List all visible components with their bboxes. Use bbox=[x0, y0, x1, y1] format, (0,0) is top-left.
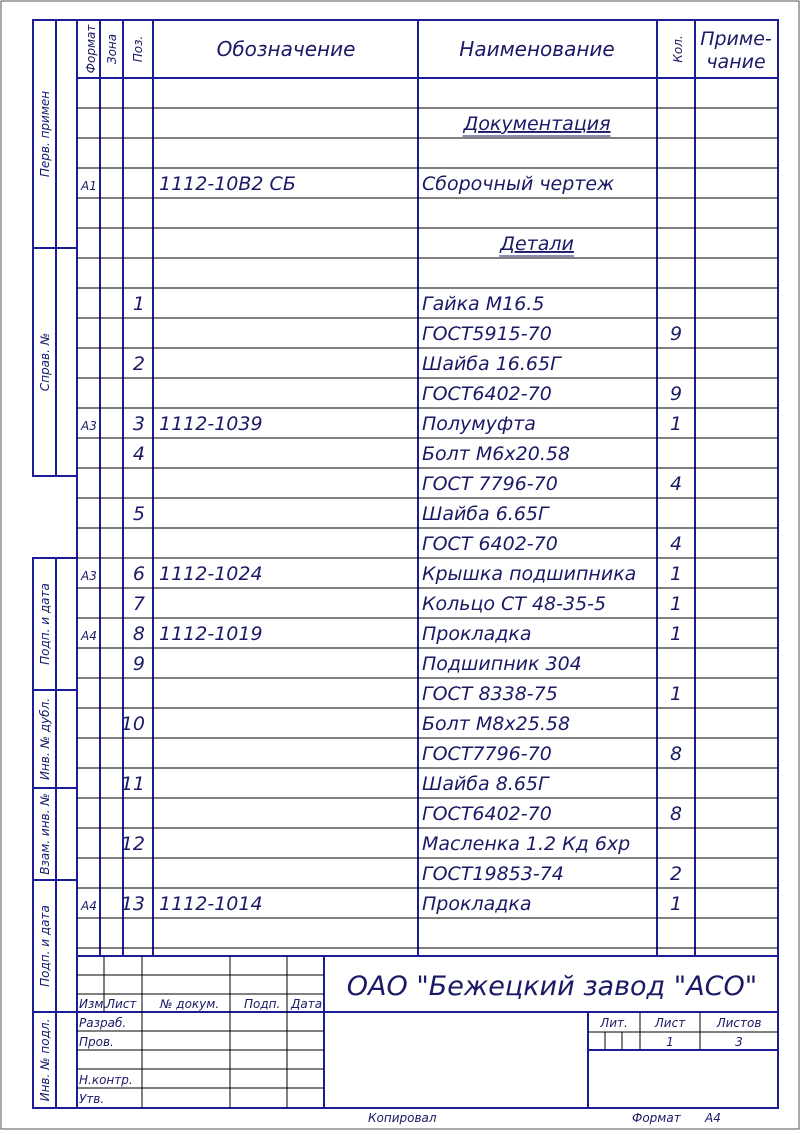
cell-quantity: 1 bbox=[669, 413, 683, 435]
cell-name: Болт М6х20.58 bbox=[422, 443, 571, 465]
side-label-podp-data-1: Подп. и дата bbox=[38, 583, 52, 665]
cell-quantity: 1 bbox=[669, 623, 683, 645]
cell-position: 8 bbox=[132, 623, 145, 645]
cell-name: ГОСТ 7796-70 bbox=[422, 473, 558, 495]
table-row bbox=[422, 743, 682, 765]
table-row bbox=[462, 113, 610, 135]
cell-name: Сборочный чертеж bbox=[422, 173, 615, 195]
cell-position: 6 bbox=[132, 563, 145, 585]
cell-format: А3 bbox=[81, 569, 97, 583]
cell-position: 7 bbox=[132, 593, 145, 615]
cell-name: Крышка подшипника bbox=[422, 563, 637, 585]
cell-position: 5 bbox=[132, 503, 145, 525]
cell-quantity: 1 bbox=[669, 683, 683, 705]
table-row bbox=[121, 713, 570, 735]
table-row bbox=[133, 353, 562, 375]
table-row bbox=[121, 773, 550, 795]
stamp-lit-label: Лит. bbox=[600, 1016, 628, 1030]
cell-name: Шайба 6.65Г bbox=[422, 503, 549, 525]
cell-position: 13 bbox=[120, 893, 145, 915]
cell-name: ГОСТ 8338-75 bbox=[422, 683, 558, 705]
cell-name: Гайка М16.5 bbox=[422, 293, 545, 315]
cell-format: А4 bbox=[81, 629, 97, 643]
cell-designation: 1112-1014 bbox=[159, 893, 263, 915]
cell-name: Полумуфта bbox=[422, 413, 536, 435]
table-row bbox=[133, 293, 545, 315]
cell-position: 11 bbox=[120, 773, 145, 795]
table-row bbox=[422, 473, 682, 495]
stamp-razrab: Разраб. bbox=[79, 1016, 127, 1030]
cell-name: Шайба 8.65Г bbox=[422, 773, 549, 795]
stamp-sheets-value: 3 bbox=[735, 1035, 743, 1049]
cell-name: ГОСТ5915-70 bbox=[422, 323, 552, 345]
table-rows bbox=[80, 113, 682, 915]
cell-name: ГОСТ6402-70 bbox=[422, 803, 552, 825]
side-label-inv-dubl: Инв. № дубл. bbox=[38, 697, 52, 781]
stamp-sheet-label: Лист bbox=[654, 1016, 686, 1030]
cell-designation: 1112-1019 bbox=[159, 623, 263, 645]
cell-position: 12 bbox=[120, 833, 145, 855]
table-row bbox=[422, 323, 682, 345]
header-format: Формат bbox=[84, 24, 98, 74]
cell-designation: 1112-1024 bbox=[159, 563, 263, 585]
table-row bbox=[133, 503, 550, 525]
cell-name: Шайба 16.65Г bbox=[422, 353, 561, 375]
stamp-dokum: № докум. bbox=[160, 997, 220, 1011]
stamp-sheet-value: 1 bbox=[666, 1035, 674, 1049]
table-row bbox=[422, 863, 682, 885]
cell-position: 10 bbox=[120, 713, 145, 735]
header-note-line1: Приме- bbox=[700, 28, 772, 50]
cell-name: ГОСТ 6402-70 bbox=[422, 533, 558, 555]
cell-format: А3 bbox=[81, 419, 97, 433]
side-label-inv-podl: Инв. № подл. bbox=[38, 1018, 52, 1102]
stamp-data: Дата bbox=[291, 997, 323, 1011]
cell-quantity: 2 bbox=[669, 863, 683, 885]
table-row bbox=[80, 623, 682, 645]
table-row bbox=[422, 683, 682, 705]
table-row bbox=[80, 893, 682, 915]
cell-position: 2 bbox=[132, 353, 145, 375]
header-designation: Обозначение bbox=[216, 37, 356, 61]
cell-designation: 1112-1039 bbox=[159, 413, 263, 435]
cell-position: 3 bbox=[132, 413, 145, 435]
table-row bbox=[422, 383, 682, 405]
stamp-utv: Утв. bbox=[79, 1092, 105, 1106]
cell-quantity: 8 bbox=[669, 803, 683, 825]
table-row bbox=[133, 653, 582, 675]
side-label-vzam-inv: Взам. инв. № bbox=[38, 793, 52, 875]
section-heading: Документация bbox=[463, 113, 611, 135]
stamp-prov: Пров. bbox=[79, 1035, 114, 1049]
organization-title: ОАО "Бежецкий завод "АСО" bbox=[346, 971, 758, 1002]
cell-quantity: 1 bbox=[669, 893, 683, 915]
cell-quantity: 4 bbox=[669, 533, 683, 555]
side-label-perv-primen: Перв. примен bbox=[38, 90, 52, 178]
cell-quantity: 4 bbox=[669, 473, 683, 495]
stamp-nkontr: Н.контр. bbox=[79, 1073, 133, 1087]
cell-quantity: 9 bbox=[669, 323, 683, 345]
header-qty: Кол. bbox=[671, 35, 685, 63]
cell-position: 9 bbox=[132, 653, 145, 675]
cell-format: А4 bbox=[81, 899, 97, 913]
cell-name: Подшипник 304 bbox=[422, 653, 582, 675]
footer-copied: Копировал bbox=[368, 1111, 437, 1125]
cell-quantity: 9 bbox=[669, 383, 683, 405]
footer-format-value: А4 bbox=[705, 1111, 721, 1125]
cell-name: Прокладка bbox=[422, 893, 532, 915]
header-zone: Зона bbox=[105, 33, 119, 65]
section-heading: Детали bbox=[500, 233, 574, 255]
stamp-list: Лист bbox=[106, 997, 137, 1011]
title-block-text bbox=[79, 971, 761, 1106]
table-header bbox=[77, 24, 778, 78]
table-row bbox=[133, 443, 570, 465]
cell-name: Кольцо СТ 48-35-5 bbox=[422, 593, 607, 615]
cell-quantity: 8 bbox=[669, 743, 683, 765]
table-row bbox=[80, 413, 682, 435]
table-row bbox=[422, 803, 682, 825]
cell-name: Болт М8х25.58 bbox=[422, 713, 571, 735]
table-row bbox=[121, 833, 630, 855]
cell-quantity: 1 bbox=[669, 593, 683, 615]
cell-name: Прокладка bbox=[422, 623, 532, 645]
cell-position: 4 bbox=[132, 443, 145, 465]
footer bbox=[368, 1111, 721, 1125]
cell-designation: 1112-10В2 СБ bbox=[159, 173, 296, 195]
table-row bbox=[499, 233, 574, 255]
cell-quantity: 1 bbox=[669, 563, 683, 585]
cell-format: А1 bbox=[81, 179, 97, 193]
side-label-sprav-no: Справ. № bbox=[38, 332, 52, 392]
cell-name: ГОСТ19853-74 bbox=[422, 863, 564, 885]
table-row bbox=[422, 533, 682, 555]
stamp-sheets-label: Листов bbox=[716, 1016, 762, 1030]
side-label-podp-data-2: Подп. и дата bbox=[38, 905, 52, 987]
stamp-izm: Изм. bbox=[79, 997, 108, 1011]
footer-format-label: Формат bbox=[632, 1111, 681, 1125]
cell-position: 1 bbox=[132, 293, 145, 315]
cell-name: ГОСТ6402-70 bbox=[422, 383, 552, 405]
stamp-podp: Подп. bbox=[244, 997, 281, 1011]
table-row bbox=[133, 593, 682, 615]
cell-name: Масленка 1.2 Кд 6хр bbox=[422, 833, 631, 855]
table-row bbox=[80, 563, 682, 585]
header-pos: Поз. bbox=[131, 35, 145, 63]
side-labels bbox=[38, 91, 52, 1102]
header-name: Наименование bbox=[459, 37, 615, 61]
cell-name: ГОСТ7796-70 bbox=[422, 743, 552, 765]
table-row bbox=[80, 173, 614, 195]
header-note-line2: чание bbox=[706, 51, 766, 73]
